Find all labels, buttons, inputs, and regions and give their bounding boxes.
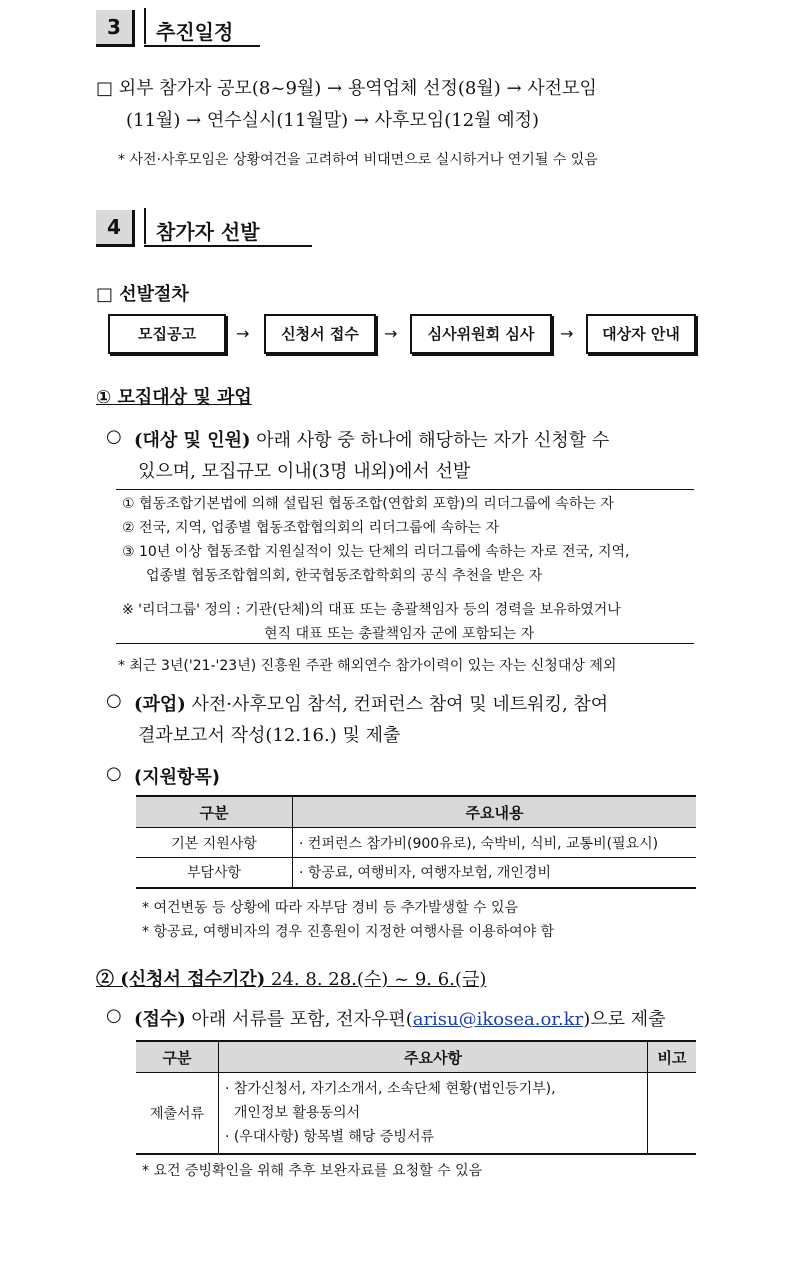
task-line-2: 결과보고서 작성(12.16.) 및 제출 xyxy=(138,725,401,746)
schedule-line-1: □ 외부 참가자 공모(8~9월) → 용역업체 선정(8월) → 사전모임 xyxy=(96,78,597,99)
support-label: (지원항목) xyxy=(134,767,221,788)
criteria-item-3: ③ 10년 이상 협동조합 지원실적이 있는 단체의 리더그룹에 속하는 자로 전국, 지역, xyxy=(122,544,630,560)
criteria-item-1: ① 협동조합기본법에 의해 설립된 협동조합(연합회 포함)의 리더그룹에 속하는 자 xyxy=(122,496,614,512)
target-label: (대상 및 인원) xyxy=(134,430,251,451)
support-row-2-content: · 항공료, 여행비자, 여행자보험, 개인경비 xyxy=(293,858,697,888)
subsection-2-period: 24. 8. 28.(수) ~ 9. 6.(금) xyxy=(265,969,487,990)
section-4-title: 참가자 선발 xyxy=(156,220,260,244)
target-line-1 xyxy=(134,426,609,452)
criteria-top-rule xyxy=(116,489,694,490)
flow-step-application: 신청서 접수 xyxy=(264,314,376,354)
section-4-underline xyxy=(144,245,312,247)
receipt-bullet: ○ xyxy=(106,1005,122,1026)
subsection-2-title xyxy=(96,965,486,991)
support-row-1-content: · 컨퍼런스 참가비(900유로), 숙박비, 식비, 교통비(필요시) xyxy=(293,828,697,858)
flow-step-review: 심사위원회 심사 xyxy=(410,314,552,354)
target-bullet: ○ xyxy=(106,426,122,447)
section-4-divider xyxy=(144,208,146,244)
receipt-line xyxy=(134,1005,665,1031)
support-header-category: 구분 xyxy=(136,796,293,828)
docs-row-line-1: · 참가신청서, 자기소개서, 소속단체 현황(법인등기부), xyxy=(225,1081,556,1097)
docs-header-category: 구분 xyxy=(136,1041,219,1073)
procedure-title: □ 선발절차 xyxy=(96,284,189,305)
flow-arrow-1: → xyxy=(236,324,250,343)
support-bullet: ○ xyxy=(106,763,122,784)
section-3-number: 3 xyxy=(96,10,135,47)
docs-header-content: 주요사항 xyxy=(219,1041,648,1073)
docs-header-remark: 비고 xyxy=(648,1041,697,1073)
support-table xyxy=(136,795,696,889)
subsection-2-label: ② (신청서 접수기간) xyxy=(96,969,266,990)
documents-table xyxy=(136,1040,696,1155)
support-row-2-category: 부담사항 xyxy=(136,858,293,888)
receipt-label: (접수) xyxy=(134,1009,186,1030)
leader-definition-2: 현직 대표 또는 총괄책임자 군에 포함되는 자 xyxy=(264,626,535,642)
docs-row-remark xyxy=(648,1073,697,1155)
section-3-underline xyxy=(144,45,260,47)
flow-step-recruit: 모집공고 xyxy=(108,314,226,354)
task-bullet: ○ xyxy=(106,690,122,711)
schedule-note: * 사전·사후모임은 상황여건을 고려하여 비대면으로 실시하거나 연기될 수 있음 xyxy=(118,152,598,168)
docs-row-line-3: · (우대사항) 항목별 해당 증빙서류 xyxy=(225,1129,434,1145)
task-label: (과업) xyxy=(134,694,186,715)
receipt-text-b: )으로 제출 xyxy=(583,1009,666,1030)
flow-arrow-2: → xyxy=(384,324,398,343)
section-3-title: 추진일정 xyxy=(156,20,234,44)
support-header-content: 주요내용 xyxy=(293,796,697,828)
support-row-1-category: 기본 지원사항 xyxy=(136,828,293,858)
task-text-1: 사전·사후모임 참석, 컨퍼런스 참여 및 네트워킹, 참여 xyxy=(185,694,609,715)
subsection-1-title: ① 모집대상 및 과업 xyxy=(96,387,252,408)
exclusion-note: * 최근 3년('21-'23년) 진흥원 주관 해외연수 참가이력이 있는 자는 신청대상 제외 xyxy=(118,658,617,674)
flow-step-notice: 대상자 안내 xyxy=(586,314,696,354)
support-note-1: * 여건변동 등 상황에 따라 자부담 경비 등 추가발생할 수 있음 xyxy=(142,900,519,916)
target-text-1: 아래 사항 중 하나에 해당하는 자가 신청할 수 xyxy=(250,430,610,451)
criteria-bottom-rule xyxy=(116,643,694,644)
docs-note: * 요건 증빙확인을 위해 추후 보완자료를 요청할 수 있음 xyxy=(142,1163,483,1179)
leader-definition-1: ※ '리더그룹' 정의 : 기관(단체)의 대표 또는 총괄책임자 등의 경력을 보유하였거나 xyxy=(122,602,621,618)
docs-row-line-2: 개인정보 활용동의서 xyxy=(225,1105,361,1121)
receipt-email-link[interactable]: arisu@ikosea.or.kr xyxy=(412,1009,584,1030)
docs-row-category: 제출서류 xyxy=(136,1073,219,1155)
criteria-item-3-cont: 업종별 협동조합협의회, 한국협동조합학회의 공식 추천을 받은 자 xyxy=(146,568,543,584)
schedule-line-2: (11월) → 연수실시(11월말) → 사후모임(12월 예정) xyxy=(126,110,540,131)
target-line-2: 있으며, 모집규모 이내(3명 내외)에서 선발 xyxy=(138,461,471,482)
docs-row-content xyxy=(219,1073,648,1155)
flow-arrow-3: → xyxy=(560,324,574,343)
section-3-divider xyxy=(144,8,146,44)
task-line-1 xyxy=(134,690,608,716)
section-4-number: 4 xyxy=(96,210,135,247)
receipt-text-a: 아래 서류를 포함, 전자우편( xyxy=(185,1009,413,1030)
criteria-item-2: ② 전국, 지역, 업종별 협동조합협의회의 리더그룹에 속하는 자 xyxy=(122,520,500,536)
support-note-2: * 항공료, 여행비자의 경우 진흥원이 지정한 여행사를 이용하여야 함 xyxy=(142,924,555,940)
